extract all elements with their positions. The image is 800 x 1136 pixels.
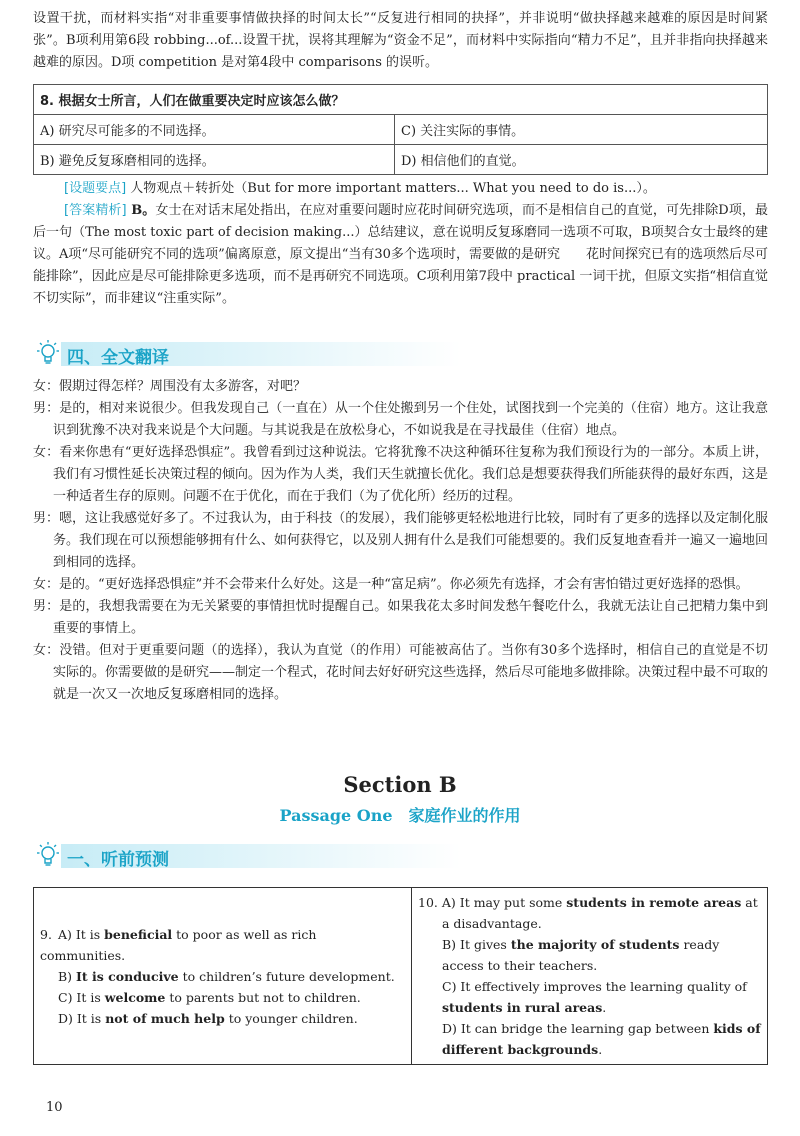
question-9-cell xyxy=(34,888,412,1065)
dialog-line: 男：是的，我想我需要在为无关紧要的事情担忧时提醒自己。如果我花太多时间发愁午餐吃什么，我就无法让自己把精力集中到重要的事情上。 xyxy=(33,599,768,636)
lightbulb-icon xyxy=(33,840,63,870)
passage-title: Passage One 家庭作业的作用 xyxy=(279,806,521,825)
dialog-line: 女：没错。但对于更重要问题（的选择），我认为直觉（的作用）可能被高估了。当你有30多个选择时，相信自己的直觉是不切实际的。你需要做的是研究——制定一个程式，花时间去好好研究这些选择，然后尽可能地多做排除。决策过程中最不可取的就是一次又一次地反复琢磨相同的选择。 xyxy=(33,643,769,702)
analysis-answer: B。 xyxy=(126,203,156,218)
options-table xyxy=(33,887,768,1065)
dialog-line: 女：假期过得怎样？周围没有太多游客，对吧？ xyxy=(33,379,307,394)
prelisten-section-header xyxy=(33,840,333,870)
option-c: C) 关注实际的事情。 xyxy=(395,115,768,145)
dialog-line: 女：看来你患有“更好选择恐惧症”。我曾看到过这种说法。它将犹豫不决这种循环往复称为我们预设行为的一部分。本质上讲，我们有习惯性延长决策过程的倾向。因为作为人类，我们天生就擅长优化。我们总是想要获得我们所能获得的最好东西，这是一种适者生存的原则。问题不在于优化，而在于我们（为了优化所）经历的过程。 xyxy=(33,445,769,504)
q9-option: 9. A) It is beneficial to poor as well as rich communities. xyxy=(40,926,317,963)
page-number: 10 xyxy=(46,1100,63,1115)
option-d: D) 相信他们的直觉。 xyxy=(395,145,768,175)
question-10-cell xyxy=(412,888,768,1065)
q10-option: 10. A) It may put some students in remote areas at a disadvantage. xyxy=(418,895,758,931)
translation-section-header xyxy=(33,338,333,368)
lightbulb-icon xyxy=(33,338,63,368)
key-points-label: [设题要点] xyxy=(64,181,127,196)
key-points-text: 人物观点＋转折处（But for more important matters... What you need to do is...）。 xyxy=(126,181,656,196)
prelisten-section-title: 一、听前预测 xyxy=(67,850,169,870)
q10-option: C) It effectively improves the learning quality of students in rural areas. xyxy=(442,979,747,1015)
option-b: B) 避免反复琢磨相同的选择。 xyxy=(34,145,395,175)
q9-option: D) It is not of much help to younger children. xyxy=(58,1010,358,1026)
section-b-title: Section B xyxy=(343,772,457,797)
dialog-line: 男：是的，相对来说很少。但我发现自己（一直在）从一个住处搬到另一个住处，试图找到一个完美的（住宿）地方。这让我意识到犹豫不决对我来说是个大问题。与其说我是在放松身心，不如说我是在寻找最佳（住宿）地点。 xyxy=(33,401,768,438)
translation-section-title: 四、全文翻译 xyxy=(67,348,169,368)
q9-option: C) It is welcome to parents but not to children. xyxy=(58,989,361,1005)
translation-dialog xyxy=(33,376,768,706)
question-8-title: 8. 根据女士所言，人们在做重要决定时应该怎么做？ xyxy=(34,85,768,115)
analysis-label: [答案精析] xyxy=(64,203,127,218)
dialog-line: 女：是的。“更好选择恐惧症”并不会带来什么好处。这是一种“富足病”。你必须先有选择，才会有害怕错过更好选择的恐惧。 xyxy=(33,577,749,592)
option-a: A) 研究尽可能多的不同选择。 xyxy=(34,115,395,145)
q10-option: B) It gives the majority of students ready access to their teachers. xyxy=(442,937,720,973)
question-8-table xyxy=(33,84,768,175)
q10-option: D) It can bridge the learning gap between kids of different backgrounds. xyxy=(442,1021,761,1057)
analysis-text: 女士在对话末尾处指出，在应对重要问题时应花时间研究选项，而不是相信自己的直觉，可先排除D项，最后一句（The most toxic part of decision making...）总结建议，意在说明反复琢磨同一选项不可取，B项契合女士最终的建议。A项“尽可能研究不同的选项”偏离原意，原文提出“当有30多个选项时，需要做的是研究 花时间探究已有的选项然后尽可能排除”，因此应是尽可能排除更多选项，而不是再研究不同选项。C项利用第7段中 practical 一词干扰，但原文实指“相信直觉不切实际”，而非建议“注重实际”。 xyxy=(33,203,768,306)
key-points xyxy=(64,178,768,200)
intro-paragraph: 设置干扰，而材料实指“对非重要事情做抉择的时间太长”“反复进行相同的抉择”，并非说明“做抉择越来越难的原因是时间紧张”。B项利用第6段 robbing...of...设置干扰，误将其理解为“资金不足”，而材料中实际指向“精力不足”，且并非指向抉择越来越难的原因。D项 competition 是对第4段中 comparisons 的误听。 xyxy=(33,11,768,70)
answer-analysis xyxy=(33,200,768,310)
q9-option: B) It is conducive to children’s future development. xyxy=(58,968,395,984)
dialog-line: 男：嗯，这让我感觉好多了。不过我认为，由于科技（的发展），我们能够更轻松地进行比较，同时有了更多的选择以及定制化服务。我们现在可以预想能够拥有什么、如何获得它，以及别人拥有什么是我们可能想要的。我们反复地查看并一遍又一遍地回到相同的选择。 xyxy=(33,511,769,570)
